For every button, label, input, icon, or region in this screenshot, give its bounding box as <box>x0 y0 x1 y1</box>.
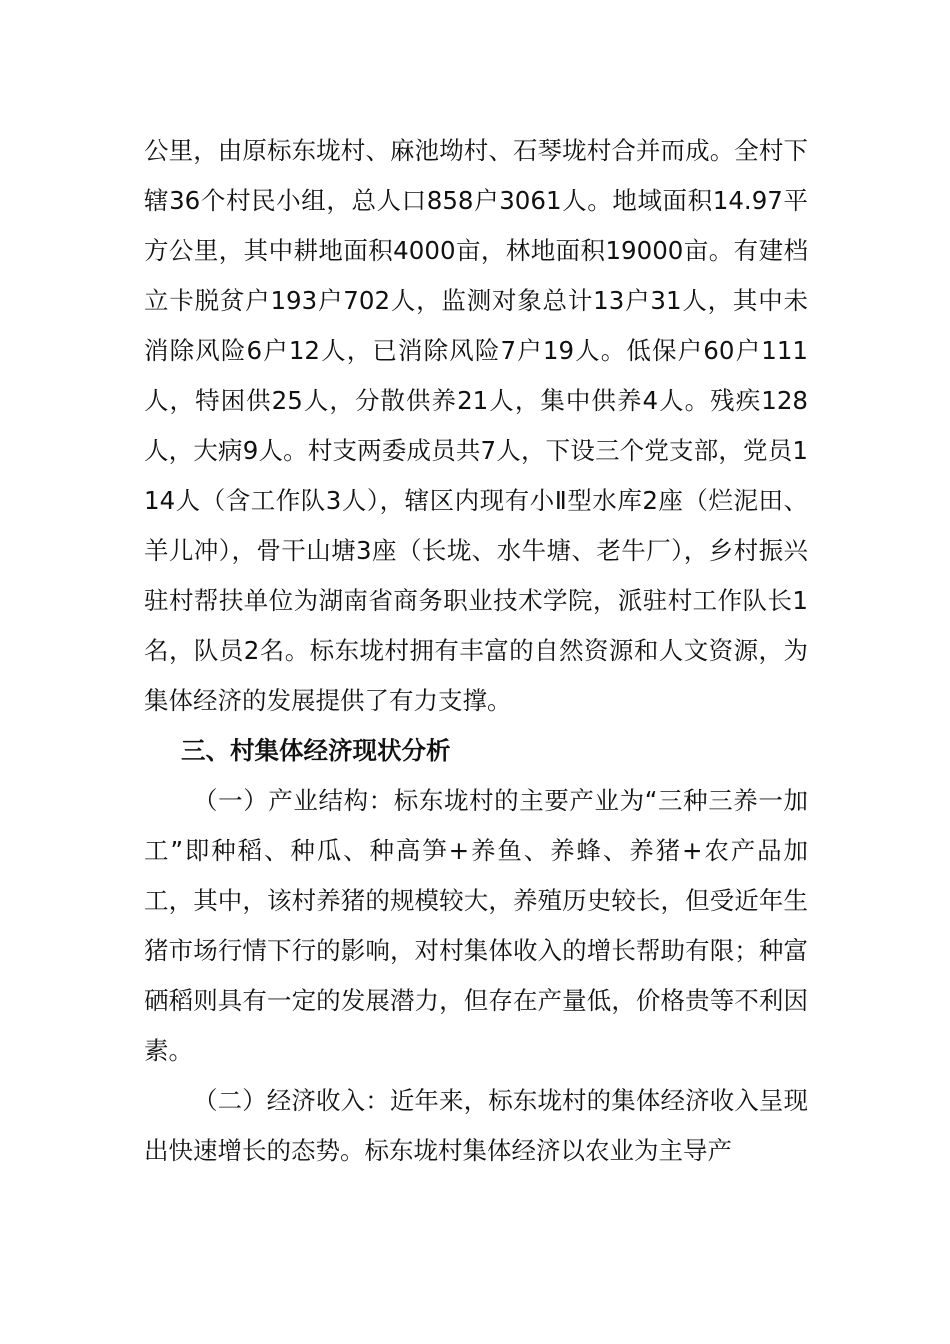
industry-structure-paragraph: （一）产业结构：标东垅村的主要产业为“三种三养一加工”即种稻、种瓜、种高笋+养鱼、养蜂、养猪+农产品加工，其中，该村养猪的规模较大，养殖历史较长，但受近年生猪市场行情下行的影响，对村集体收入的增长帮助有限；种富硒稻则具有一定的发展潜力，但存在产量低，价格贵等不利因素。 <box>144 786 808 1065</box>
village-overview-paragraph: 公里，由原标东垅村、麻池坳村、石琴垅村合并而成。全村下辖36个村民小组，总人口858户3061人。地域面积14.97平方公里，其中耕地面积4000亩，林地面积19000亩。有建档立卡脱贫户193户702人，监测对象总计13户31人，其中未消除风险6户12人，已消除风险7户19人。低保户60户111人，特困供25人，分散供养21人，集中供养4人。残疾128人，大病9人。村支两委成员共7人，下设三个党支部，党员114人（含工作队3人），辖区内现有小Ⅱ型水库2座（烂泥田、羊儿冲），骨干山塘3座（长垅、水牛塘、老牛厂），乡村振兴驻村帮扶单位为湖南省商务职业技术学院，派驻村工作队长1名，队员2名。标东垅村拥有丰富的自然资源和人文资源，为集体经济的发展提供了有力支撑。 <box>144 136 808 715</box>
section-heading: 三、村集体经济现状分析 <box>181 736 451 765</box>
document-body <box>144 126 808 1176</box>
economic-income-paragraph: （二）经济收入：近年来，标东垅村的集体经济收入呈现出快速增长的态势。标东垅村集体经济以农业为主导产 <box>144 1086 808 1165</box>
